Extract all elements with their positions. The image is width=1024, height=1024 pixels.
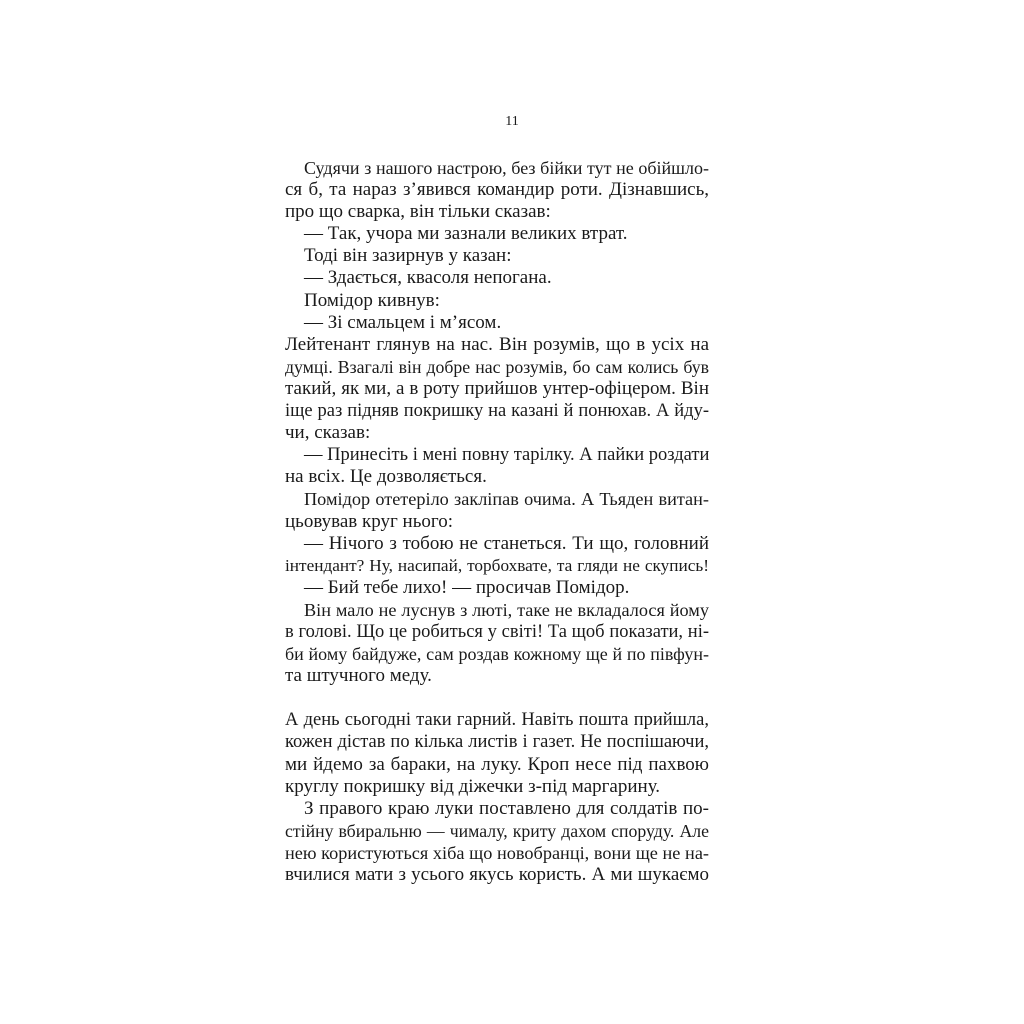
- text-line: кожен дістав по кілька листів і газет. Не поспішаючи,: [285, 732, 709, 753]
- text-line: — Принесіть і мені повну тарілку. А пайки роздати: [304, 445, 710, 466]
- page-number: 11: [505, 114, 519, 129]
- body-text: [285, 157, 709, 886]
- text-line: та штучного меду.: [285, 665, 432, 687]
- text-line: ми йдемо за бараки, на луку. Кроп несе під пахвою: [285, 753, 709, 775]
- text-line: З правого краю луки поставлено для солдатів по-: [304, 797, 709, 819]
- text-line: би йому байдуже, сам роздав кожному ще й по півфун-: [285, 644, 709, 665]
- text-line: — Зі смальцем і м’ясом.: [304, 311, 502, 333]
- text-line: — Нічого з тобою не станеться. Ти що, головний: [304, 532, 709, 554]
- text-line: думці. Взагалі він добре нас розумів, бо сам колись був: [285, 356, 709, 377]
- text-line: — Здається, квасоля непогана.: [304, 267, 552, 289]
- text-line: чи, сказав:: [285, 422, 371, 444]
- text-line: стійну вбиральню — чималу, криту дахом споруду. Але: [285, 820, 709, 841]
- text-line: Судячи з нашого настрою, без бійки тут не обійшло-: [304, 158, 709, 178]
- text-line: Помідор отетеріло закліпав очима. А Тьяден витан-: [304, 489, 709, 510]
- text-line: круглу покришку від діжечки з-під маргарину.: [285, 775, 661, 797]
- text-line: такий, як ми, а в роту прийшов унтер-офіцером. Він: [285, 377, 709, 399]
- text-line: на всіх. Це дозволяється.: [285, 466, 487, 488]
- text-line: Він мало не луснув з люті, таке не вкладалося йому: [304, 599, 709, 620]
- text-line: цьовував круг нього:: [285, 510, 453, 532]
- text-line: Тоді він зазирнув у казан:: [304, 245, 512, 267]
- text-line: вчилися мати з усього якусь користь. А ми шукаємо: [285, 864, 709, 885]
- text-line: Помідор кивнув:: [304, 289, 440, 311]
- text-line: нею користуються хіба що новобранці, вони ще не на-: [285, 842, 709, 863]
- text-line: інтендант? Ну, насипай, торбохвате, та гляди не скупись!: [285, 555, 709, 575]
- text-line: ся б, та нараз з’явився командир роти. Дізнавшись,: [285, 179, 709, 201]
- text-line: про що сварка, він тільки сказав:: [285, 201, 551, 223]
- text-line: іще раз підняв покришку на казані й понюхав. А йду-: [285, 401, 709, 422]
- section-break: [285, 687, 709, 709]
- text-line: — Так, учора ми зазнали великих втрат.: [304, 223, 628, 245]
- text-line: А день сьогодні таки гарний. Навіть пошта прийшла,: [285, 710, 709, 731]
- text-line: — Бий тебе лихо! — просичав Помідор.: [304, 576, 630, 598]
- text-line: в голові. Що це робиться у світі! Та щоб показати, ні-: [285, 621, 709, 642]
- text-line: Лейтенант глянув на нас. Він розумів, що в усіх на: [285, 333, 709, 355]
